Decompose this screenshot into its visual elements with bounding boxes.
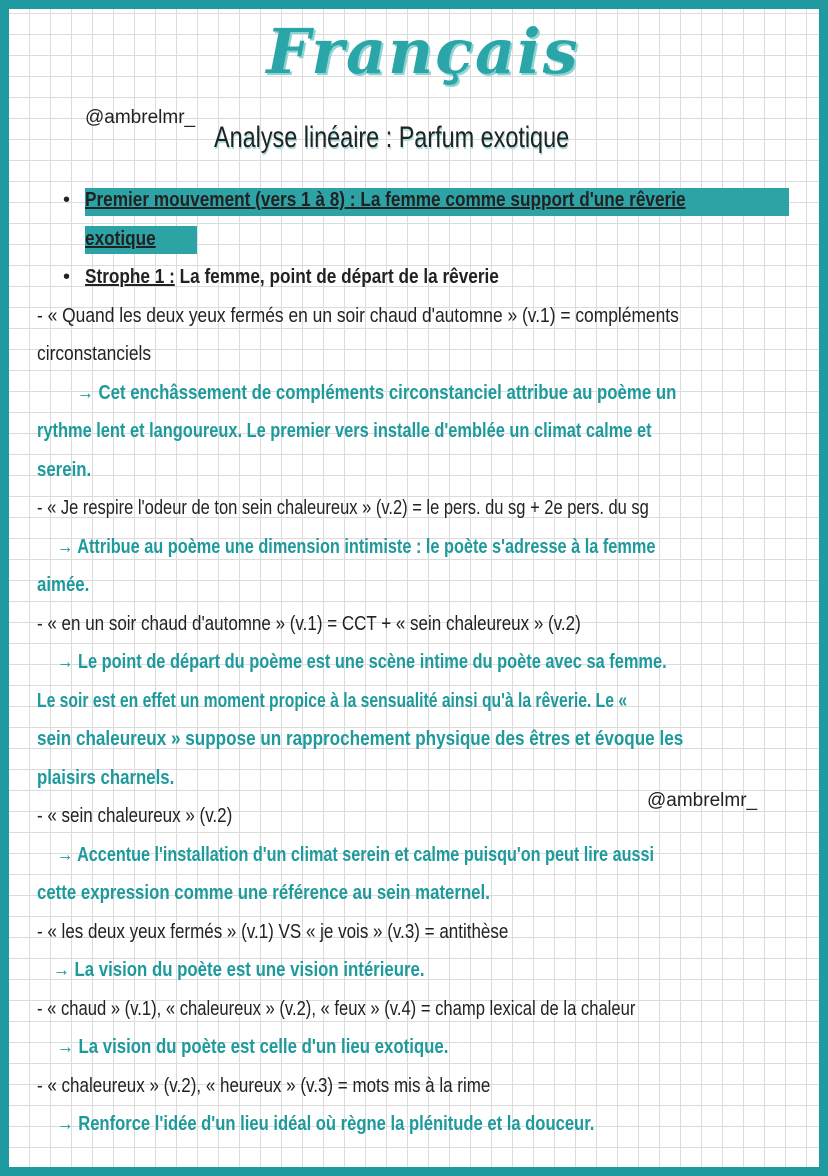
note-line: - « en un soir chaud d'automne » (v.1) = CCT + « sein chaleureux » (v.2) — [37, 612, 581, 635]
bullet-movement-label-cont: exotique — [85, 227, 156, 250]
bullet-movement-cont — [37, 220, 811, 259]
note-line: - « Je respire l'odeur de ton sein chaleureux » (v.2) = le pers. du sg + 2e pers. du sg — [37, 497, 649, 519]
analysis-line: → Renforce l'idée d'un lieu idéal où règne la plénitude et la douceur. — [57, 1113, 595, 1135]
bullet-strophe-label: Strophe 1 : — [85, 266, 175, 288]
author-handle-mid: @ambrelmr_ — [647, 790, 758, 811]
analysis-line: → Accentue l'installation d'un climat serein et calme puisqu'on peut lire aussi — [57, 843, 654, 866]
page-subtitle: Analyse linéaire : Parfum exotique — [214, 121, 570, 154]
author-handle-top: @ambrelmr_ — [85, 107, 196, 128]
analysis-line: Le soir est en effet un moment propice à la sensualité ainsi qu'à la rêverie. Le « — [37, 689, 628, 712]
bullet-movement — [37, 181, 811, 220]
analysis-line: aimée. — [37, 574, 90, 596]
note-line: - « les deux yeux fermés » (v.1) VS « je vois » (v.3) = antithèse — [37, 920, 509, 943]
analysis-line: plaisirs charnels. — [37, 766, 175, 789]
note-line: - « chaleureux » (v.2), « heureux » (v.3) = mots mis à la rime — [37, 1074, 491, 1097]
note-line: - « sein chaleureux » (v.2) — [37, 805, 233, 827]
bullet-strophe — [37, 258, 811, 297]
analysis-line: → Attribue au poème une dimension intimiste : le poète s'adresse à la femme — [57, 535, 656, 558]
analysis-line: sein chaleureux » suppose un rapprochement physique des êtres et évoque les — [37, 728, 684, 750]
bullet-movement-label: Premier mouvement (vers 1 à 8) : La femme comme support d'une rêverie — [85, 189, 686, 211]
analysis-line: → Cet enchâssement de compléments circonstanciel attribue au poème un — [77, 381, 677, 404]
analysis-line: cette expression comme une référence au sein maternel. — [37, 882, 490, 904]
note-line: - « chaud » (v.1), « chaleureux » (v.2), « feux » (v.4) = champ lexical de la chaleur — [37, 997, 636, 1020]
bullet-dot: • — [63, 266, 71, 288]
notes-content — [37, 181, 811, 1144]
analysis-line: → La vision du poète est une vision intérieure. — [53, 959, 425, 981]
analysis-line: serein. — [37, 458, 92, 481]
note-line: circonstanciels — [37, 343, 152, 365]
bullet-strophe-text: La femme, point de départ de la rêverie — [174, 266, 499, 288]
page-title: Français — [266, 15, 580, 88]
analysis-line: → Le point de départ du poème est une scène intime du poète avec sa femme. — [57, 651, 667, 673]
note-line: - « Quand les deux yeux fermés en un soir chaud d'automne » (v.1) = compléments — [37, 304, 679, 327]
bullet-dot: • — [63, 189, 71, 211]
analysis-line: rythme lent et langoureux. Le premier vers installe d'emblée un climat calme et — [37, 420, 652, 442]
analysis-line: → La vision du poète est celle d'un lieu exotique. — [57, 1036, 449, 1058]
